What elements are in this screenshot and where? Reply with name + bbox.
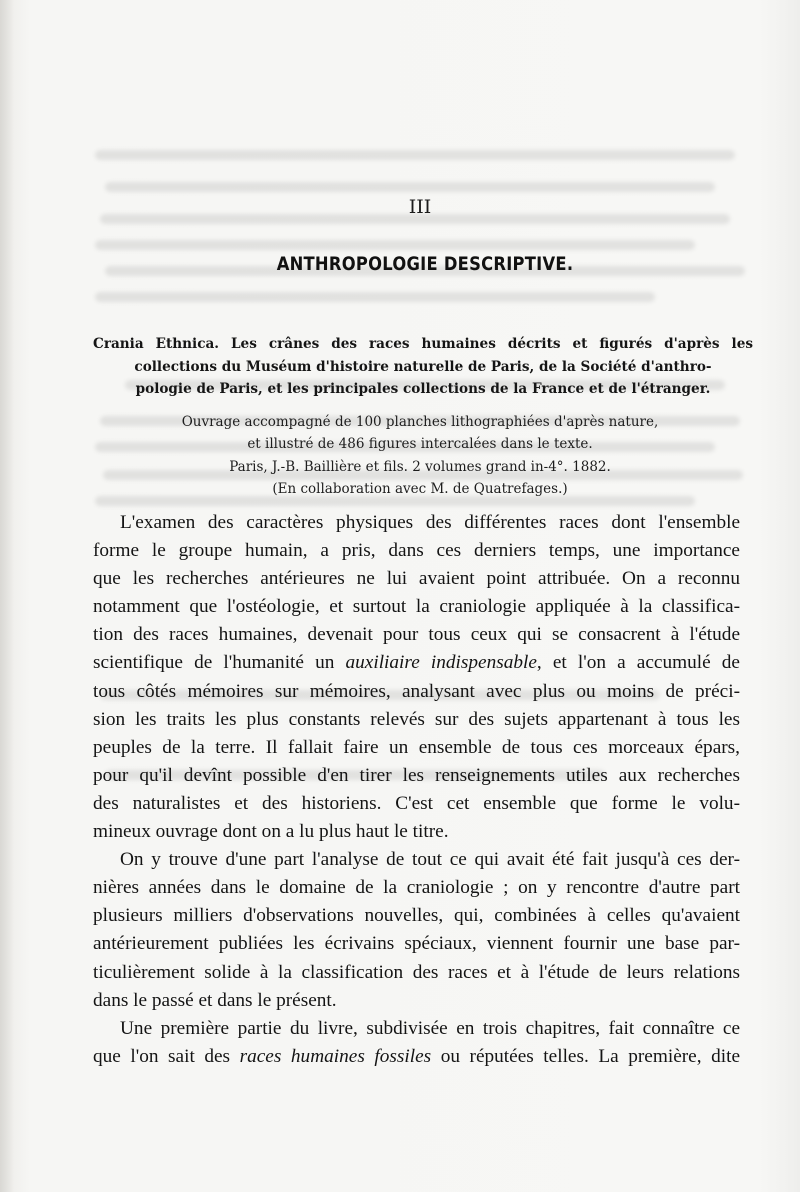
crania-ethnica-citation xyxy=(93,333,753,401)
citation-line: Crania Ethnica. Les crânes des races humaines décrits et figurés d'après les xyxy=(93,336,753,352)
page-gutter-shadow xyxy=(0,0,14,1192)
text-run: que l'on sait des xyxy=(93,1045,240,1067)
paragraph-line: tion des races humaines, devenait pour tous ceux qui se consacrent à l'étude xyxy=(93,624,740,646)
paragraph-line: L'examen des caractères physiques des différentes races dont l'ensemble xyxy=(120,512,740,533)
page-title: ANTHROPOLOGIE DESCRIPTIVE. xyxy=(276,253,574,275)
paragraph-line: dans le passé et dans le présent. xyxy=(93,989,337,1011)
paragraph-line: peuples de la terre. Il fallait faire un ensemble de tous ces morceaux épars, xyxy=(93,736,740,758)
paragraph-line: notamment que l'ostéologie, et surtout la craniologie appliquée à la classifica- xyxy=(93,596,740,618)
paragraph-line: des naturalistes et des historiens. C'est cet ensemble que forme le volu- xyxy=(93,792,740,814)
paragraph-line: que les recherches antérieures ne lui avaient point attribuée. On a reconnu xyxy=(93,568,740,590)
text-run: , et l'on a accumulé de xyxy=(536,652,740,674)
paragraph-line: forme le groupe humain, a pris, dans ces derniers temps, une importance xyxy=(93,540,740,562)
paragraph-line: Une première partie du livre, subdivisée en trois chapitres, fait connaître ce xyxy=(120,1017,740,1039)
paragraph-line: plusieurs milliers d'observations nouvelles, qui, combinées à celles qu'avaient xyxy=(93,905,740,927)
publication-detail-line: (En collaboration avec M. de Quatrefages.) xyxy=(272,480,568,497)
paragraph-line xyxy=(93,1043,740,1071)
paragraph-line: tous côtés mémoires sur mémoires, analysant avec plus ou moins de préci- xyxy=(93,680,740,702)
citation-line: pologie de Paris, et les principales collections de la France et de l'étranger. xyxy=(135,381,711,397)
paragraph-line: sion les traits les plus constants relevés sur des sujets appartenant à tous les xyxy=(93,708,740,730)
publication-detail-line: et illustré de 486 figures intercalées dans le texte. xyxy=(247,436,593,453)
body-text xyxy=(93,509,740,1071)
paragraph-line: On y trouve d'une part l'analyse de tout ce qui avait été fait jusqu'à ces der- xyxy=(120,849,740,871)
italic-phrase: races humaines fossiles xyxy=(239,1045,432,1067)
text-run: scientifique de l'humanité un xyxy=(93,652,346,674)
paragraph-line: mineux ouvrage dont on a lu plus haut le titre. xyxy=(93,821,449,843)
publication-details xyxy=(160,411,680,500)
paragraph-line: antérieurement publiées les écrivains spéciaux, viennent fournir une base par- xyxy=(93,933,740,955)
italic-phrase: auxiliaire indispensable xyxy=(345,652,537,674)
section-number: III xyxy=(408,196,432,218)
paragraph-line: pour qu'il devînt possible d'en tirer les renseignements utiles aux recherches xyxy=(93,764,740,786)
paragraph-line xyxy=(93,649,740,677)
text-run: ou réputées telles. La première, dite xyxy=(431,1045,741,1067)
paragraph-line: ticulièrement solide à la classification des races et à l'étude de leurs relations xyxy=(93,961,740,983)
publication-detail-line: Ouvrage accompagné de 100 planches lithographiées d'après nature, xyxy=(181,414,659,430)
paragraph-line: nières années dans le domaine de la craniologie ; on y rencontre d'autre part xyxy=(93,877,740,899)
publication-detail-line: Paris, J.-B. Baillière et fils. 2 volumes grand in-4°. 1882. xyxy=(229,458,611,475)
citation-line: collections du Muséum d'histoire naturelle de Paris, de la Société d'anthro- xyxy=(134,358,712,375)
